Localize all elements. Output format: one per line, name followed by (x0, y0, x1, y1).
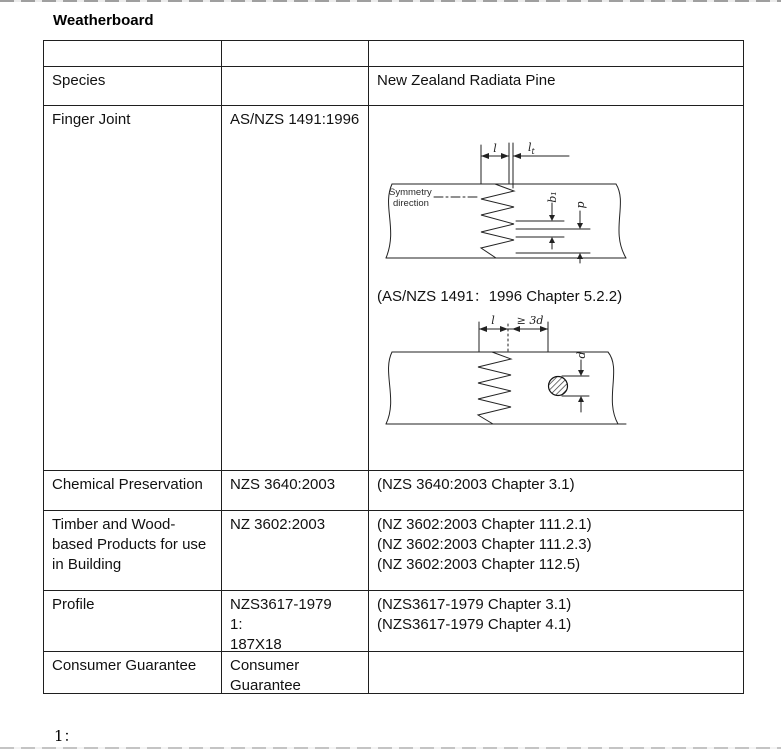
consumer-guarantee-standard-cell: Consumer Guarantee (222, 652, 369, 693)
header-empty-cell-2 (222, 41, 369, 67)
arrowhead (500, 326, 508, 332)
timber-ref-line3: (NZ 3602:2003 Chapter 112.5) (377, 556, 581, 573)
profile-standard-line1: NZS3617-1979 (230, 596, 332, 613)
profile-standard-line2: 1: (230, 616, 243, 633)
arrowhead (578, 370, 584, 376)
arrowhead (481, 153, 489, 159)
arrowhead (549, 215, 555, 221)
scan-edge-top (0, 0, 781, 2)
finger-joint-zigzag (478, 352, 511, 424)
dim-lt-label: $l_t$ (528, 141, 535, 156)
scan-edge-bottom (0, 747, 781, 749)
symmetry-label-line2: direction (393, 198, 429, 209)
footnote-marker: 1： (54, 727, 79, 745)
board-right-break (608, 352, 618, 424)
finger-joint-knot-diagram (376, 314, 646, 449)
dim-d-label: d (575, 351, 588, 359)
page-title: Weatherboard (53, 12, 154, 29)
finger-joint-label-cell: Finger Joint (44, 106, 222, 471)
arrowhead (578, 396, 584, 402)
species-standard-cell (222, 67, 369, 106)
dim-p-label: p (574, 201, 587, 209)
dim-b1-label: b₁ (546, 191, 559, 203)
board-right-break (616, 184, 626, 258)
consumer-guarantee-ref-cell (369, 652, 743, 693)
chemical-preservation-standard-cell: NZS 3640:2003 (222, 471, 369, 511)
profile-ref-line1: (NZS3617-1979 Chapter 3.1) (377, 596, 572, 613)
arrowhead (577, 253, 583, 259)
header-empty-cell-3 (369, 41, 743, 67)
chemical-preservation-label-cell: Chemical Preservation (44, 471, 222, 511)
arrowhead (479, 326, 487, 332)
profile-standard-cell (222, 591, 369, 652)
timber-label-cell: Timber and Wood-based Products for use in Building (44, 511, 222, 591)
profile-standard-line3: 187X18 (230, 636, 282, 652)
finger-joint-profile-diagram (376, 131, 646, 271)
finger-joint-zigzag (481, 184, 514, 258)
chemical-preservation-ref-cell: (NZS 3640:2003 Chapter 3.1) (369, 471, 743, 511)
finger-joint-caption: (AS/NZS 1491：1996 Chapter 5.2.2) (377, 288, 623, 305)
profile-label-cell: Profile (44, 591, 222, 652)
species-value-cell: New Zealand Radiata Pine (369, 67, 743, 106)
dim-3d-label: ≥ 3d (516, 314, 544, 327)
timber-standard-cell: NZ 3602:2003 (222, 511, 369, 591)
header-empty-cell-1 (44, 41, 222, 67)
arrowhead (513, 153, 521, 159)
weatherboard-table (43, 40, 744, 694)
arrowhead (549, 237, 555, 243)
symmetry-label-line1: Symmetry (389, 187, 432, 198)
finger-joint-detail-cell (369, 106, 743, 471)
species-label-cell: Species (44, 67, 222, 106)
timber-ref-line1: (NZ 3602:2003 Chapter 111.2.1) (377, 516, 592, 533)
profile-ref-line2: (NZS3617-1979 Chapter 4.1) (377, 616, 572, 633)
dim-l-label: l (491, 314, 495, 327)
dim-l-label: l (493, 142, 497, 155)
consumer-guarantee-label-cell: Consumer Guarantee (44, 652, 222, 693)
timber-ref-cell (369, 511, 743, 591)
timber-ref-line2: (NZ 3602:2003 Chapter 111.2.3) (377, 536, 592, 553)
board-left-break (386, 352, 392, 424)
arrowhead (501, 153, 509, 159)
profile-ref-cell (369, 591, 743, 652)
knot-circle (549, 377, 568, 396)
arrowhead (577, 223, 583, 229)
finger-joint-standard-cell: AS/NZS 1491:1996 (222, 106, 369, 471)
